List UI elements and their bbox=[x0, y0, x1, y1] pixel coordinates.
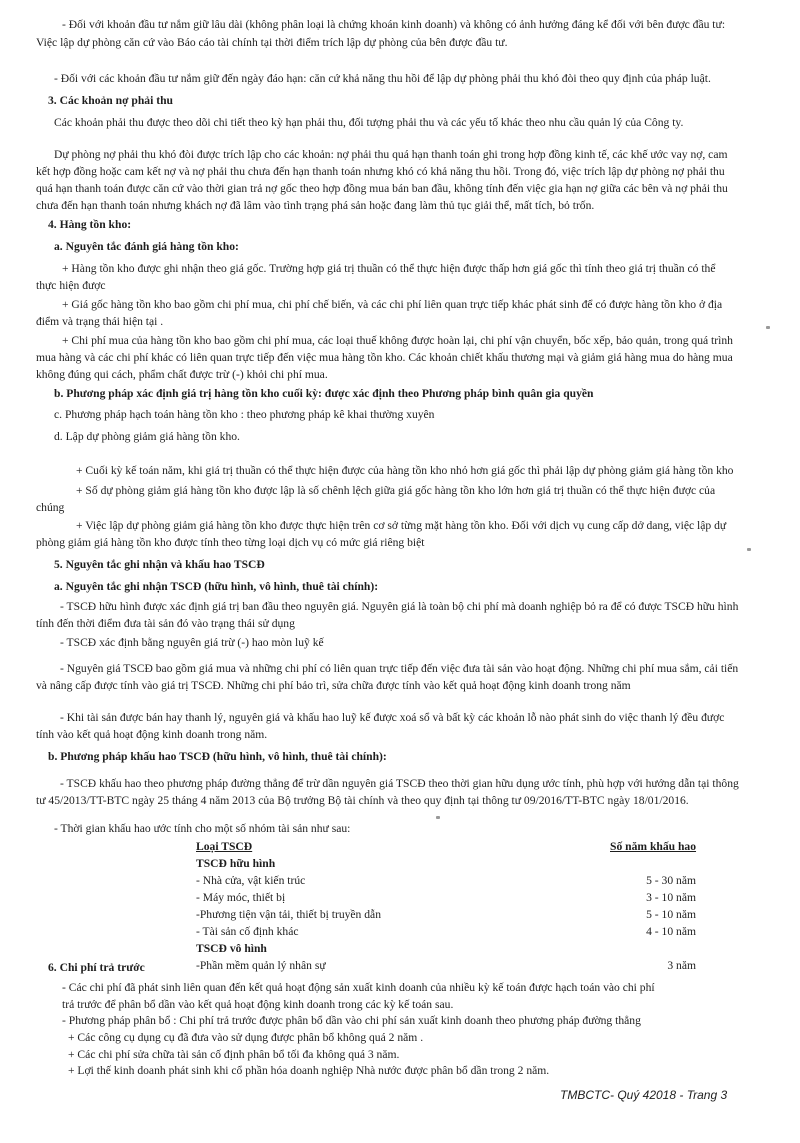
paragraph-provision-1: + Cuối kỳ kế toán năm, khi giá trị thuần có thể thực hiện được của hàng tồn kho nhỏ hơn giá gốc thì phải lập dự phòng giảm giá hàng tồn kho bbox=[76, 464, 734, 477]
paragraph-prepaid-1-cont: trả trước để phân bổ dần vào kết quả hoạt động kinh doanh trong các kỳ kế toán sau. bbox=[62, 998, 454, 1011]
section-title-prepaid-expenses: 6. Chi phí trả trước bbox=[48, 961, 145, 974]
section-title-receivables: 3. Các khoản nợ phải thu bbox=[48, 94, 173, 107]
section-title-fixed-assets: 5. Nguyên tắc ghi nhận và khấu hao TSCĐ bbox=[54, 558, 265, 571]
asset-category-name: -Phần mềm quản lý nhân sự bbox=[196, 959, 326, 972]
subsection-title-inventory-valuation: a. Nguyên tắc đánh giá hàng tồn kho: bbox=[54, 240, 239, 253]
page-footer: TMBCTC- Quý 42018 - Trang 3 bbox=[560, 1088, 728, 1102]
paragraph-provision-2: + Số dự phòng giảm giá hàng tồn kho được lập là số chênh lệch giữa giá gốc hàng tồn kho lớn hơn giá trị thuần có thể thực hiện được của bbox=[76, 484, 716, 497]
table-row bbox=[196, 872, 696, 889]
table-group-label: TSCĐ vô hình bbox=[196, 942, 267, 955]
asset-category-name: -Phương tiện vận tải, thiết bị truyền dẫn bbox=[196, 908, 381, 921]
asset-useful-life: 3 - 10 năm bbox=[646, 891, 696, 904]
scan-speck bbox=[436, 816, 440, 819]
paragraph-goodwill-allocation: + Lợi thế kinh doanh phát sinh khi cổ phần hóa doanh nghiệp Nhà nước được phân bổ dần trong 2 năm. bbox=[68, 1064, 550, 1077]
paragraph-historical-cost-cont: và nâng cấp được tính vào giá trị TSCĐ. Những chi phí bảo trì, sửa chữa được tính vào kết quả hoạt động kinh doanh trong năm bbox=[36, 679, 631, 692]
paragraph-long-term-investment: - Đối với khoản đầu tư nắm giữ lâu dài (không phân loại là chứng khoán kinh doanh) và không có ảnh hưởng đáng kể đối với bên được đầu tư: bbox=[62, 18, 726, 31]
paragraph-inventory-cost-3-end: không đúng qui cách, phẩm chất được trừ (-) khỏi chi phí mua. bbox=[36, 368, 328, 381]
paragraph-inventory-cost-1-cont: thực hiện được bbox=[36, 279, 106, 292]
paragraph-allocation-method: - Phương pháp phân bổ : Chi phí trả trước được phân bổ dần vào chi phí sản xuất kinh doanh theo phương pháp đường thẳng bbox=[62, 1014, 641, 1027]
section-title-inventory: 4. Hàng tồn kho: bbox=[48, 218, 132, 231]
paragraph-inventory-provision: d. Lập dự phòng giảm giá hàng tồn kho. bbox=[54, 430, 240, 443]
subsection-title-depreciation-method: b. Phương pháp khấu hao TSCĐ (hữu hình, vô hình, thuê tài chính): bbox=[48, 750, 387, 763]
subsection-title-inventory-method: b. Phương pháp xác định giá trị hàng tồn kho cuối kỳ: được xác định theo Phương pháp bình quân gia quyền bbox=[54, 387, 594, 400]
table-row bbox=[196, 889, 696, 906]
paragraph-disposal: - Khi tài sản được bán hay thanh lý, nguyên giá và khấu hao luỹ kế được xoá sổ và bất kỳ các khoản lỗ nào phát sinh do việc thanh lý đều được bbox=[60, 711, 725, 724]
asset-category-name: - Nhà cửa, vật kiến trúc bbox=[196, 874, 306, 887]
asset-useful-life: 4 - 10 năm bbox=[646, 925, 696, 938]
paragraph-long-term-investment-cont: Việc lập dự phòng căn cứ vào Báo cáo tài chính tại thời điểm trích lập dự phòng của bên được đầu tư. bbox=[36, 36, 508, 49]
paragraph-inventory-cost-3-cont: mua hàng và các chi phí khác có liên quan trực tiếp đến việc mua hàng tồn kho. Các khoản chiết khấu thương mại và giảm giá hàng mua do hàng mua bbox=[36, 351, 733, 364]
paragraph-provision-3: + Việc lập dự phòng giảm giá hàng tồn kho được thực hiện trên cơ sở từng mặt hàng tồn kho. Đối với dịch vụ cung cấp dở dang, việc lập dự bbox=[76, 519, 727, 532]
table-row bbox=[196, 957, 696, 974]
paragraph-provision-3-cont: phòng giảm giá hàng tồn kho được tính theo từng loại dịch vụ có mức giá riêng biệt bbox=[36, 536, 425, 549]
paragraph-inventory-cost-2-cont: điểm và trạng thái hiện tại . bbox=[36, 315, 164, 328]
table-group-label: TSCĐ hữu hình bbox=[196, 857, 276, 870]
paragraph-straight-line-cont: tư 45/2013/TT-BTC ngày 25 tháng 4 năm 2013 của Bộ trưởng Bộ tài chính và theo quy định tại thông tư 09/2016/TT-BTC ngày 18/01/2016. bbox=[36, 794, 689, 807]
table-header-row bbox=[196, 838, 706, 855]
paragraph-doubtful-debt-1: Dự phòng nợ phải thu khó đòi được trích lập cho các khoản: nợ phải thu quá hạn thanh toán ghi trong hợp đồng kinh tế, các khế ước vay nợ, cam bbox=[54, 148, 728, 161]
asset-useful-life: 3 năm bbox=[667, 959, 696, 972]
paragraph-repair-allocation: + Các chi phí sửa chữa tài sản cố định phân bổ tối đa không quá 3 năm. bbox=[68, 1048, 400, 1061]
paragraph-doubtful-debt-3: quá hạn thanh toán được căn cứ vào thời gian trả nợ gốc theo hợp đồng mua bán ban đầu, không tính đến việc gia hạn nợ giữa các bên và nợ phải thu bbox=[36, 182, 728, 195]
paragraph-tangible-assets: - TSCĐ hữu hình được xác định giá trị ban đầu theo nguyên giá. Nguyên giá là toàn bộ chi phí mà doanh nghiệp bỏ ra để có được TSCĐ hữu hình bbox=[60, 600, 739, 613]
asset-useful-life: 5 - 30 năm bbox=[646, 874, 696, 887]
paragraph-doubtful-debt-2: kết hợp đồng hoặc cam kết nợ và nợ phải thu chưa đến hạn thanh toán nhưng khó có khả năng thu hồi. Trong đó, việc trích lập dự phòng nợ phải thu bbox=[36, 165, 725, 178]
table-header-asset-type: Loại TSCĐ bbox=[196, 840, 253, 853]
scan-speck bbox=[766, 326, 770, 329]
paragraph-prepaid-1: - Các chi phí đã phát sinh liên quan đến kết quả hoạt động sản xuất kinh doanh của nhiều kỳ kế toán được hạch toán vào chi phí bbox=[62, 981, 655, 994]
paragraph-straight-line: - TSCĐ khấu hao theo phương pháp đường thẳng để trừ dần nguyên giá TSCĐ theo thời gian hữu dụng ước tính, phù hợp với hướng dẫn tại thông bbox=[60, 777, 739, 790]
paragraph-held-to-maturity: - Đối với các khoản đầu tư nắm giữ đến ngày đáo hạn: căn cứ khả năng thu hồi để lập dự phòng phải thu khó đòi theo quy định của pháp luật. bbox=[54, 72, 711, 85]
paragraph-inventory-accounting: c. Phương pháp hạch toán hàng tồn kho : theo phương pháp kê khai thường xuyên bbox=[54, 408, 435, 421]
paragraph-tools-allocation: + Các công cụ dụng cụ đã đưa vào sử dụng được phân bổ không quá 2 năm . bbox=[68, 1031, 424, 1044]
asset-useful-life: 5 - 10 năm bbox=[646, 908, 696, 921]
paragraph-doubtful-debt-4: chưa đến hạn thanh toán nhưng khách nợ đã lâm vào tình trạng phá sản hoặc đang làm thủ tục giải thể, mất tích, bỏ trốn. bbox=[36, 199, 595, 212]
paragraph-provision-2-cont: chúng bbox=[36, 501, 65, 514]
asset-category-name: - Tài sản cố định khác bbox=[196, 925, 299, 938]
paragraph-useful-life-intro: - Thời gian khấu hao ước tính cho một số nhóm tài sản như sau: bbox=[54, 822, 351, 835]
table-row bbox=[196, 923, 696, 940]
asset-category-name: - Máy móc, thiết bị bbox=[196, 891, 286, 904]
paragraph-inventory-cost-3: + Chi phí mua của hàng tồn kho bao gồm chi phí mua, các loại thuế không được hoàn lại, chi phí vận chuyển, bốc xếp, bảo quản, trong quá trình bbox=[62, 334, 733, 347]
paragraph-tangible-assets-cont: tính đến thời điểm đưa tài sản đó vào trạng thái sử dụng bbox=[36, 617, 295, 630]
paragraph-historical-cost: - Nguyên giá TSCĐ bao gồm giá mua và những chi phí có liên quan trực tiếp đến việc đưa tài sản vào hoạt động. Những chi phí mua sắm, cải tiến bbox=[60, 662, 739, 675]
paragraph-disposal-cont: tính vào kết quả hoạt động kinh doanh trong năm. bbox=[36, 728, 268, 741]
subsection-title-fixed-asset-recognition: a. Nguyên tắc ghi nhận TSCĐ (hữu hình, vô hình, thuê tài chính): bbox=[54, 580, 379, 593]
paragraph-accumulated-depreciation: - TSCĐ xác định bằng nguyên giá trừ (-) hao mòn luỹ kế bbox=[60, 636, 324, 649]
table-row bbox=[196, 906, 696, 923]
paragraph-inventory-cost-1: + Hàng tồn kho được ghi nhận theo giá gốc. Trường hợp giá trị thuần có thể thực hiện được thấp hơn giá gốc thì tính theo giá trị thuần có thể bbox=[62, 262, 716, 275]
paragraph-inventory-cost-2: + Giá gốc hàng tồn kho bao gồm chi phí mua, chi phí chế biến, và các chi phí liên quan trực tiếp khác phát sinh để có được hàng tồn kho ở địa bbox=[62, 298, 723, 311]
table-header-years: Số năm khấu hao bbox=[610, 840, 697, 853]
paragraph-receivables-tracking: Các khoản phải thu được theo dõi chi tiết theo kỳ hạn phải thu, đối tượng phải thu và các yếu tố khác theo nhu cầu quản lý của Công ty. bbox=[54, 116, 684, 129]
scan-speck bbox=[747, 548, 751, 551]
